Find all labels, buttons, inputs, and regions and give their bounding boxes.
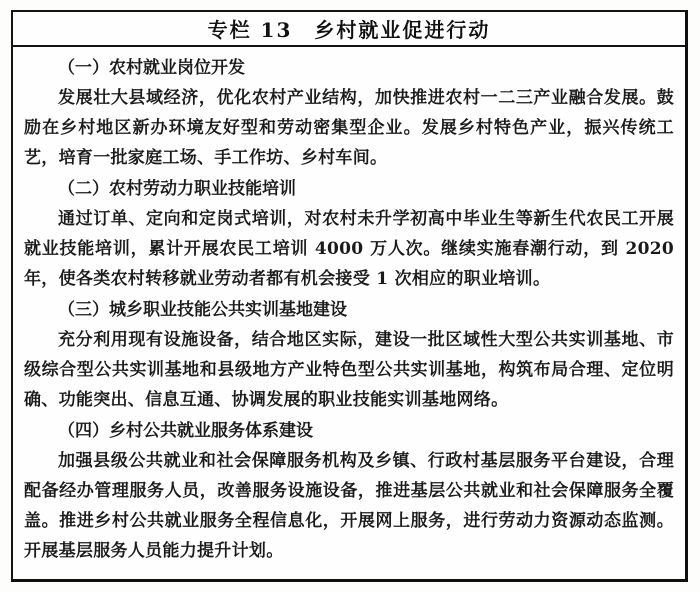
section-4: [24, 416, 674, 566]
policy-column-panel: [11, 10, 688, 582]
section-4-heading: （四）乡村公共就业服务体系建设: [58, 421, 313, 441]
section-3-heading: （三）城乡职业技能公共实训基地建设: [58, 300, 347, 320]
panel-title-bar: [13, 12, 685, 47]
section-3-paragraph: 充分利用现有设施设备，结合地区实际，建设一批区域性大型公共实训基地、市级综合型公共实训基地和县级地方产业特色型公共实训基地，构筑布局合理、定位明确、功能突出、信息互通、协调发展的职业技能实训基地网络。: [24, 330, 674, 410]
section-3: [24, 295, 674, 415]
section-1: [24, 53, 674, 173]
section-2-paragraph: 通过订单、定向和定岗式培训，对农村未升学初高中毕业生等新生代农民工开展就业技能培训，累计开展农民工培训 4000 万人次。继续实施春潮行动，到 2020 年，使各类农村转移就业劳动者都有机会接受 1 次相应的职业培训。: [24, 209, 674, 289]
section-1-paragraph: 发展壮大县域经济，优化农村产业结构，加快推进农村一二三产业融合发展。鼓励在乡村地区新办环境友好型和劳动密集型企业。发展乡村特色产业，振兴传统工艺，培育一批家庭工场、手工作坊、乡村车间。: [24, 88, 674, 168]
section-1-heading: （一）农村就业岗位开发: [58, 58, 245, 78]
section-2: [24, 174, 674, 294]
section-4-paragraph: 加强县级公共就业和社会保障服务机构及乡镇、行政村基层服务平台建设，合理配备经办管理服务人员，改善服务设施设备，推进基层公共就业和社会保障服务全覆盖。推进乡村公共就业服务全程信息化，开展网上服务，进行劳动力资源动态监测。开展基层服务人员能力提升计划。: [24, 451, 674, 561]
panel-body: [13, 47, 685, 566]
panel-title: 专栏 13 乡村就业促进行动: [207, 18, 491, 42]
section-2-heading: （二）农村劳动力职业技能培训: [58, 179, 296, 199]
